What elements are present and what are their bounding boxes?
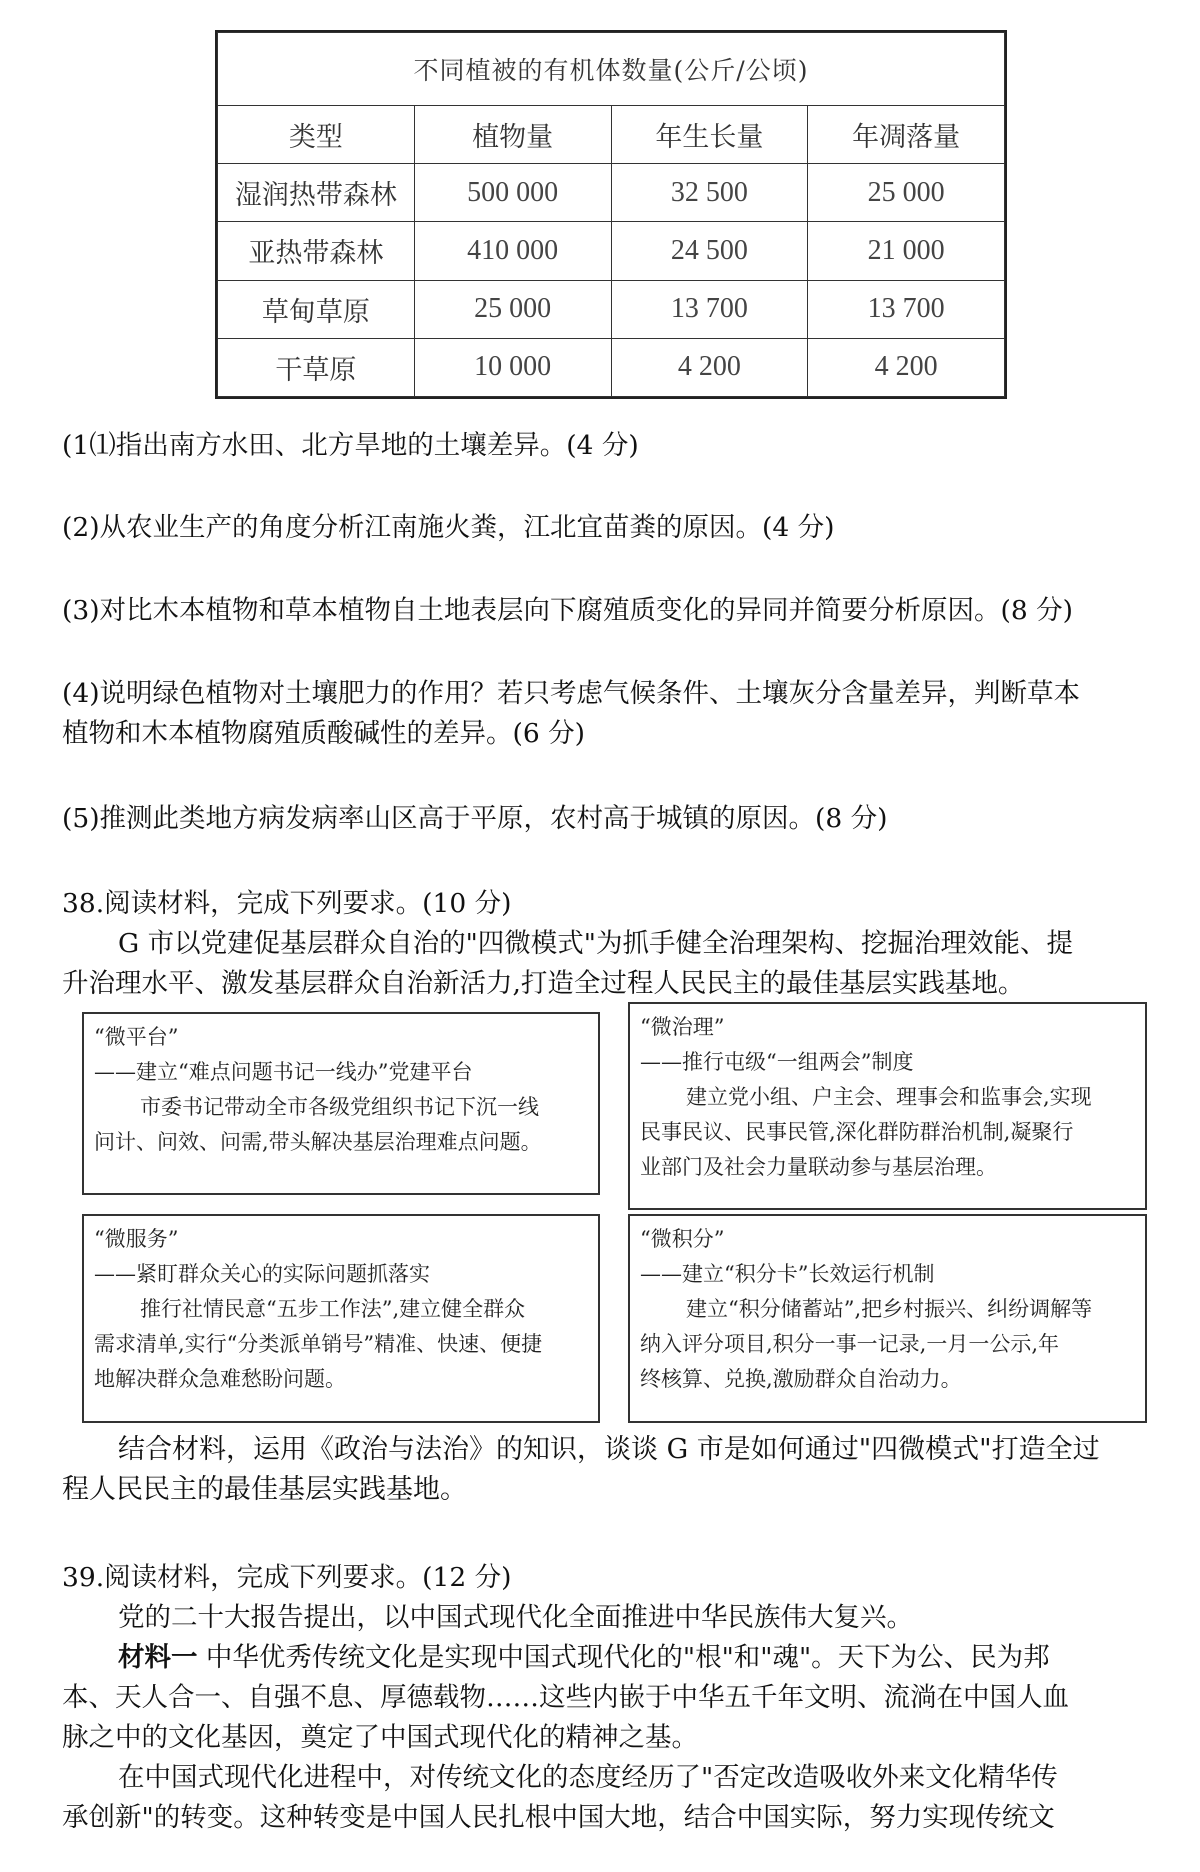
table-cell: 24 500 <box>611 222 808 280</box>
box-text: 纳入评分项目,积分一事一记录,一月一公示,年 <box>640 1332 1060 1356</box>
q39-material-1-line-3: 脉之中的文化基因，奠定了中国式现代化的精神之基。 <box>62 1722 698 1753</box>
table-header-row <box>218 105 1005 163</box>
question-4-line-1: (4)说明绿色植物对土壤肥力的作用？若只考虑气候条件、土壤灰分含量差异，判断草本 <box>62 678 1081 709</box>
box-subtitle: ——建立“难点问题书记一线办”党建平台 <box>94 1060 473 1084</box>
table-cell: 干草原 <box>218 338 415 396</box>
question-2: (2)从农业生产的角度分析江南施火粪，江北宜苗粪的原因。(4 分) <box>62 512 835 543</box>
table-cell: 10 000 <box>414 338 611 396</box>
q39-intro: 党的二十大报告提出，以中国式现代化全面推进中华民族伟大复兴。 <box>118 1602 913 1633</box>
micro-points-box <box>628 1214 1147 1423</box>
box-text: 市委书记带动全市各级党组织书记下沉一线 <box>140 1095 539 1119</box>
micro-governance-box <box>628 1002 1147 1210</box>
box-text: 建立党小组、户主会、理事会和监事会,实现 <box>686 1085 1092 1109</box>
box-text: 业部门及社会力量联动参与基层治理。 <box>640 1155 997 1179</box>
q38-intro-line-2: 升治理水平、激发基层群众自治新活力,打造全过程人民民主的最佳基层实践基地。 <box>62 968 1025 999</box>
material-label: 材料一 <box>118 1642 198 1673</box>
q38-title: 38.阅读材料，完成下列要求。(10 分) <box>62 888 512 919</box>
q39-material-1-line-2: 本、天人合一、自强不息、厚德载物……这些内嵌于中华五千年文明、流淌在中国人血 <box>62 1682 1069 1713</box>
table-cell: 500 000 <box>414 164 611 222</box>
table-cell: 410 000 <box>414 222 611 280</box>
q39-material-2-line-1: 在中国式现代化进程中，对传统文化的态度经历了"否定改造吸收外来文化精华传 <box>118 1762 1058 1793</box>
column-header: 类型 <box>218 105 415 163</box>
table-row <box>218 164 1005 222</box>
column-header: 植物量 <box>414 105 611 163</box>
question-4-line-2: 植物和木本植物腐殖质酸碱性的差异。(6 分) <box>62 718 585 749</box>
q38-task-line-1: 结合材料，运用《政治与法治》的知识，谈谈 G 市是如何通过"四微模式"打造全过 <box>118 1434 1100 1465</box>
question-3: (3)对比木本植物和草本植物自土地表层向下腐殖质变化的异同并简要分析原因。(8 分) <box>62 595 1073 626</box>
box-subtitle: ——紧盯群众关心的实际问题抓落实 <box>94 1262 430 1286</box>
micro-platform-box <box>82 1012 600 1195</box>
box-text: 民事民议、民事民管,深化群防群治机制,凝聚行 <box>640 1120 1074 1144</box>
box-title: “微治理” <box>640 1015 725 1039</box>
box-text: 建立“积分储蓄站”,把乡村振兴、纠纷调解等 <box>686 1297 1093 1321</box>
table-cell: 湿润热带森林 <box>218 164 415 222</box>
question-5: (5)推测此类地方病发病率山区高于平原，农村高于城镇的原因。(8 分) <box>62 803 888 834</box>
box-subtitle: ——建立“积分卡”长效运行机制 <box>640 1262 935 1286</box>
box-title: “微平台” <box>94 1025 179 1049</box>
table-row <box>218 338 1005 396</box>
table-cell: 4 200 <box>611 338 808 396</box>
table-cell: 21 000 <box>808 222 1005 280</box>
table-cell: 32 500 <box>611 164 808 222</box>
box-text: 需求清单,实行“分类派单销号”精准、快速、便捷 <box>94 1332 543 1356</box>
question-1: (1⑴指出南方水田、北方旱地的土壤差异。(4 分) <box>62 430 639 461</box>
q39-title: 39.阅读材料，完成下列要求。(12 分) <box>62 1562 512 1593</box>
q38-intro-line-1: G 市以党建促基层群众自治的"四微模式"为抓手健全治理架构、挖掘治理效能、提 <box>118 928 1073 959</box>
table-cell: 草甸草原 <box>218 280 415 338</box>
table-row <box>218 280 1005 338</box>
column-header: 年凋落量 <box>808 105 1005 163</box>
table-cell: 4 200 <box>808 338 1005 396</box>
q39-material-2-line-2: 承创新"的转变。这种转变是中国人民扎根中国大地，结合中国实际，努力实现传统文 <box>62 1802 1055 1833</box>
box-title: “微服务” <box>94 1227 179 1251</box>
column-header: 年生长量 <box>611 105 808 163</box>
box-text: 终核算、兑换,激励群众自治动力。 <box>640 1367 962 1391</box>
material-text: 中华优秀传统文化是实现中国式现代化的"根"和"魂"。天下为公、民为邦 <box>197 1642 1050 1673</box>
table-cell: 13 700 <box>808 280 1005 338</box>
table-cell: 25 000 <box>808 164 1005 222</box>
box-text: 推行社情民意“五步工作法”,建立健全群众 <box>140 1297 526 1321</box>
table-caption: 不同植被的有机体数量(公斤/公顷) <box>218 33 1005 106</box>
q38-task-line-2: 程人民民主的最佳基层实践基地。 <box>62 1474 467 1505</box>
q39-material-1-line-1 <box>62 1638 1162 1678</box>
box-text: 问计、问效、问需,带头解决基层治理难点问题。 <box>94 1130 542 1154</box>
table-cell: 13 700 <box>611 280 808 338</box>
vegetation-table <box>215 30 1007 399</box>
box-subtitle: ——推行屯级“一组两会”制度 <box>640 1050 914 1074</box>
table-cell: 25 000 <box>414 280 611 338</box>
table-row <box>218 222 1005 280</box>
micro-service-box <box>82 1214 600 1423</box>
box-title: “微积分” <box>640 1227 725 1251</box>
box-text: 地解决群众急难愁盼问题。 <box>94 1367 346 1391</box>
table-cell: 亚热带森林 <box>218 222 415 280</box>
